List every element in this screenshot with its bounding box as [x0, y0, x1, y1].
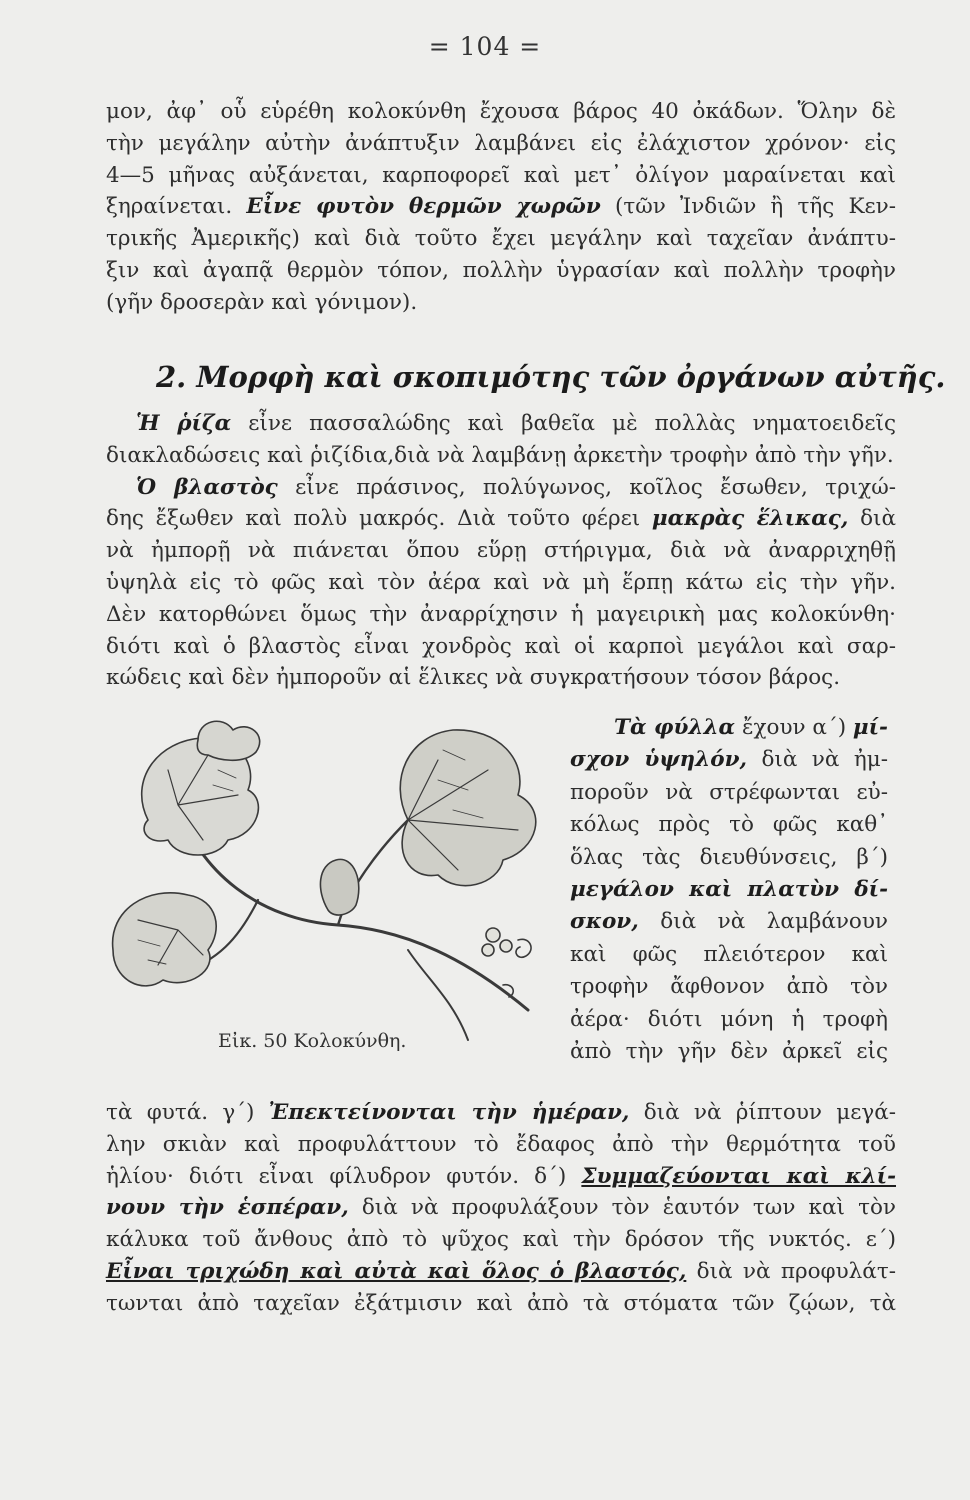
text-line: ὅλας τὰς διευθύνσεις, β΄) — [570, 844, 888, 870]
text-run: διὰ νὰ ῥίπτουν μεγά- — [629, 1100, 896, 1125]
text-run: διὰ νὰ ἠμ- — [746, 747, 888, 773]
intro-paragraph — [106, 96, 896, 319]
emphasis-text: Ὁ βλαστὸς — [136, 474, 278, 500]
emphasis-text: Τὰ φύλλα — [614, 715, 736, 740]
text-line — [106, 408, 896, 440]
text-run: (τῶν Ἰνδιῶν ἢ τῆς Κεν- — [600, 194, 896, 220]
text-line: διακλαδώσεις καὶ ῥιζίδια,διὰ νὰ λαμβάνῃ ἀρκετὴν τροφὴν ἀπὸ τὴν γῆν. — [106, 442, 894, 468]
text-line: ἀπὸ τὴν γῆν δὲν ἀρκεῖ εἰς — [570, 1039, 888, 1065]
text-line — [570, 712, 888, 744]
text-line: ξιν καὶ ἀγαπᾷ θερμὸν τόπον, πολλὴν ὑγρασίαν καὶ πολλὴν τροφὴν — [106, 257, 896, 283]
text-line: τροφὴν ἄφθονον ἀπὸ τὸν — [570, 974, 888, 1000]
text-run: ξηραίνεται. — [106, 194, 247, 220]
text-line — [106, 472, 896, 504]
text-line — [106, 503, 896, 535]
text-line: ὑψηλὰ εἰς τὸ φῶς καὶ τὸν ἀέρα καὶ νὰ μὴ ἕρπῃ κάτω εἰς τὴν γῆν. — [106, 569, 896, 595]
text-line — [570, 744, 888, 776]
text-line — [570, 906, 888, 938]
emphasis-text: μεγάλον καὶ πλατὺν δί- — [570, 877, 888, 903]
text-line — [106, 1161, 896, 1193]
text-line: κόλως πρὸς τὸ φῶς καθ᾽ — [570, 812, 888, 838]
text-run: διὰ — [848, 506, 896, 532]
emphasis-text: Εἶνε φυτὸν θερμῶν χωρῶν — [246, 194, 601, 220]
text-line: τωνται ἀπὸ ταχεῖαν ἐξάτμισιν καὶ ἀπὸ τὰ στόματα τῶν ζῴων, τὰ — [106, 1290, 896, 1316]
section-heading-wrap — [106, 350, 946, 402]
section-heading: 2. Μορφὴ καὶ σκοπιμότης τῶν ὀργάνων αὐτῆς. — [156, 360, 946, 394]
text-line: τὴν μεγάλην αὐτὴν ἀνάπτυξιν λαμβάνει εἰς ἐλάχιστον χρόνον· εἰς — [106, 130, 896, 156]
text-run: εἶνε πασσαλώδης καὶ βαθεῖα μὲ πολλὰς νηματοειδεῖς — [231, 411, 896, 436]
text-line: μον, ἀφ᾽ οὗ εὑρέθη κολοκύνθη ἔχουσα βάρος 40 ὀκάδων. Ὅλην δὲ — [106, 99, 896, 124]
text-line — [106, 1256, 896, 1288]
text-line: κώδεις καὶ δὲν ἠμποροῦν αἱ ἕλικες νὰ συγκρατήσουν τόσον βάρος. — [106, 665, 841, 691]
emphasis-text: Συμμαζεύονται καὶ κλί- — [581, 1163, 896, 1189]
leaves-continuation — [106, 1097, 896, 1320]
text-line — [106, 1097, 896, 1129]
emphasis-text: νουν τὴν ἑσπέραν, — [106, 1195, 349, 1221]
emphasis-text: μί- — [852, 715, 888, 740]
text-line: Δὲν κατορθώνει ὅμως τὴν ἀναρρίχησιν ἡ μαγειρικὴ μας κολοκύνθη· — [106, 601, 896, 627]
emphasis-text: Ἡ ῥίζα — [136, 411, 232, 436]
text-line: τρικῆς Ἀμερικῆς) καὶ διὰ τοῦτο ἔχει μεγάλην καὶ ταχεῖαν ἀνάπτυ- — [106, 226, 896, 252]
text-run: διὰ νὰ προφυλάξουν τὸν ἑαυτόν των καὶ τὸν — [348, 1195, 896, 1221]
text-run: δης ἔξωθεν καὶ πολὺ μακρός. Διὰ τοῦτο φέρει — [106, 506, 652, 532]
emphasis-text: μακρὰς ἕλικας, — [651, 506, 849, 532]
text-line — [106, 1192, 896, 1224]
text-line — [106, 191, 896, 223]
text-line: ποροῦν νὰ στρέφωνται εὐ- — [570, 779, 888, 805]
text-line: (γῆν δροσερὰν καὶ γόνιμον). — [106, 289, 418, 315]
figure-caption: Εἰκ. 50 Κολοκύνθη. — [218, 1030, 407, 1052]
text-run: ἡλίου· διότι εἶναι φίλυδρον φυτόν. δ΄) — [106, 1163, 582, 1189]
emphasis-text: Εἶναι τριχώδη καὶ αὐτὰ καὶ ὅλος ὁ βλαστός, — [106, 1258, 687, 1284]
organs-paragraphs — [106, 408, 896, 694]
text-run: διὰ νὰ προφυλάτ- — [686, 1258, 896, 1284]
emphasis-text: σκον, — [570, 909, 639, 935]
text-line: 4—5 μῆνας αὐξάνεται, καρποφορεῖ καὶ μετ᾽ ὀλίγον μαραίνεται καὶ — [106, 162, 896, 188]
leaves-paragraph — [570, 712, 888, 1068]
pumpkin-vine-illustration — [108, 710, 568, 1080]
text-run: ἔχουν α΄) — [735, 715, 853, 740]
text-run: τὰ φυτά. γ΄) — [106, 1100, 269, 1125]
text-line: νὰ ἠμπορῇ νὰ πιάνεται ὅπου εὕρῃ στήριγμα, διὰ νὰ ἀναρριχηθῇ — [106, 538, 896, 564]
text-line: κάλυκα τοῦ ἄνθους ἀπὸ τὸ ψῦχος καὶ τὴν δρόσον τῆς νυκτός. ε΄) — [106, 1227, 896, 1253]
text-run: διὰ νὰ λαμβάνουν — [638, 909, 888, 935]
emphasis-text: Ἐπεκτείνονται τὴν ἡμέραν, — [268, 1100, 630, 1125]
text-line: λην σκιὰν καὶ προφυλάττουν τὸ ἔδαφος ἀπὸ τὴν θερμότητα τοῦ — [106, 1131, 896, 1157]
page-number: = 104 = — [428, 32, 542, 61]
text-line: ἀέρα· διότι μόνη ἡ τροφὴ — [570, 1006, 888, 1032]
text-run: εἶνε πράσινος, πολύγωνος, κοῖλος ἔσωθεν, τριχώ- — [277, 474, 896, 500]
text-line: καὶ φῶς πλειότερον καὶ — [570, 941, 888, 967]
emphasis-text: σχον ὑψηλόν, — [570, 747, 747, 773]
text-line: διότι καὶ ὁ βλαστὸς εἶναι χονδρὸς καὶ οἱ καρποὶ μεγάλοι καὶ σαρ- — [106, 633, 896, 659]
